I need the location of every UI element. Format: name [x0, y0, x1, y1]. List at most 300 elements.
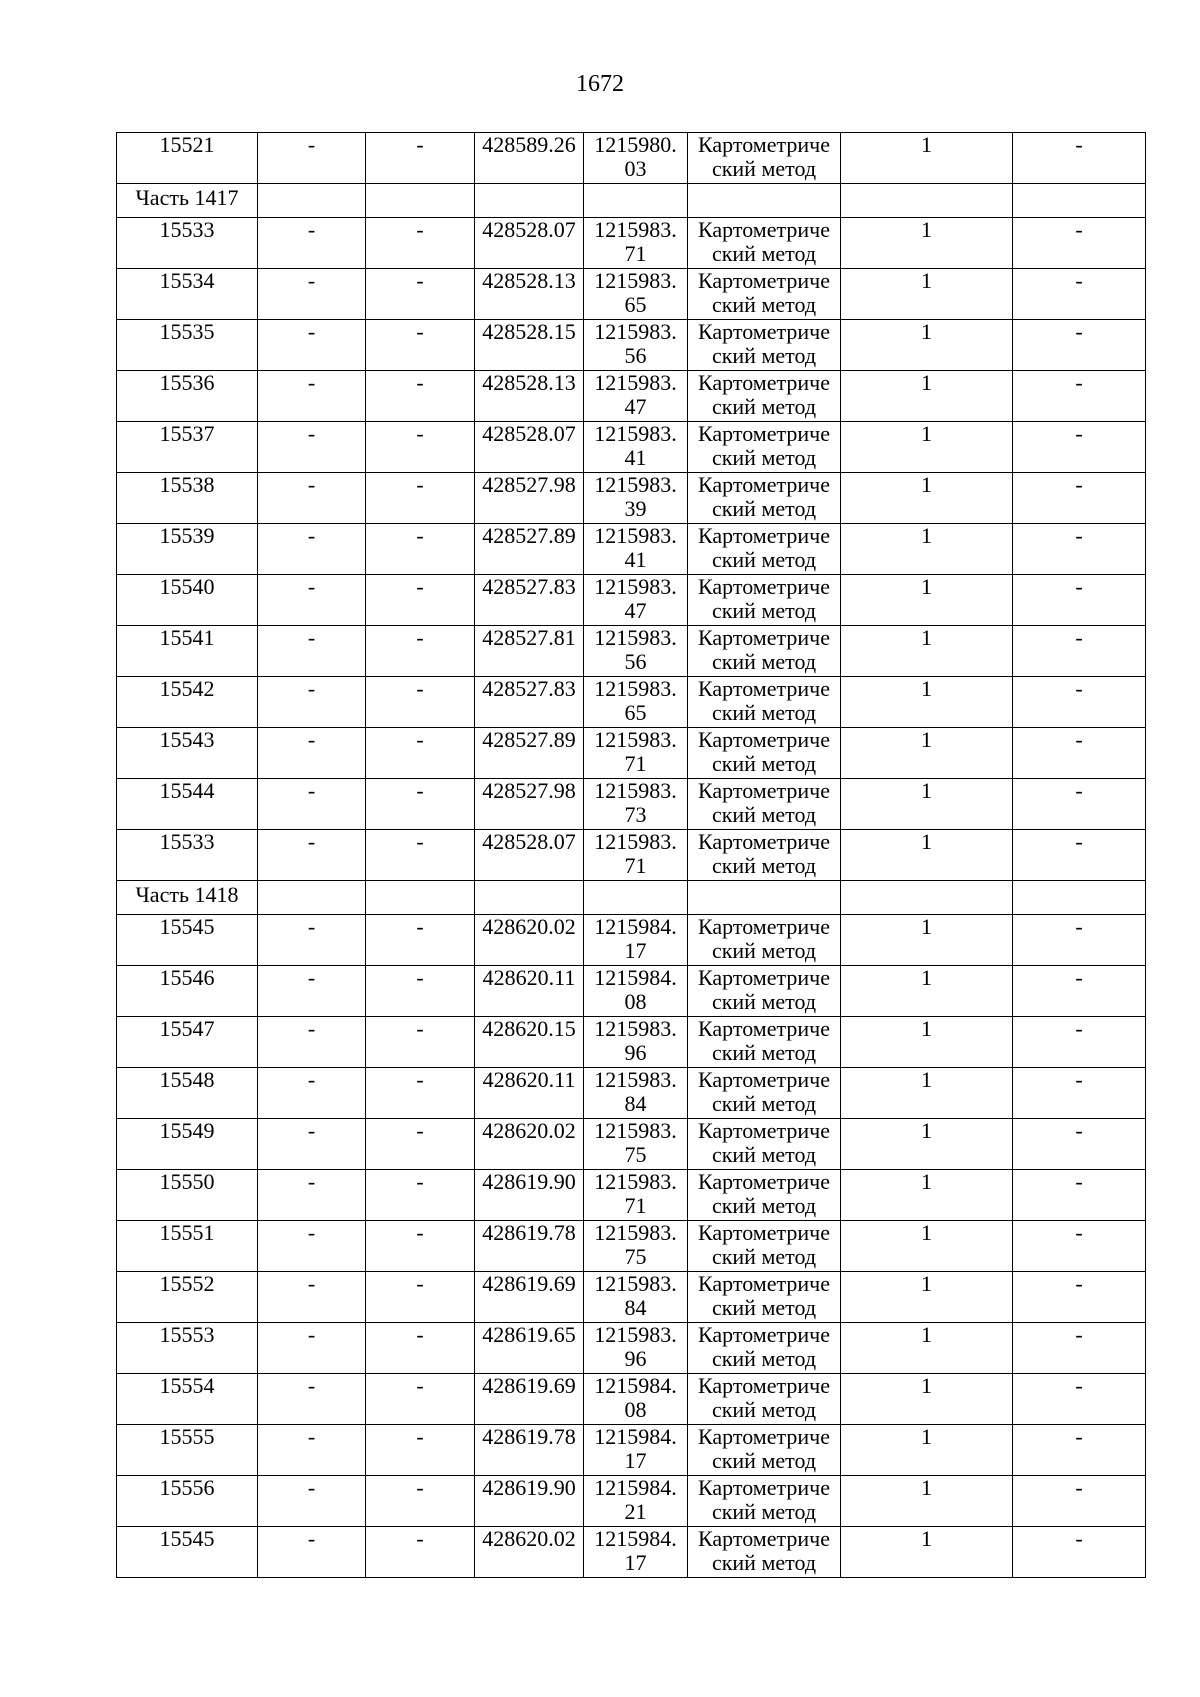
x-coordinate-cell: 428619.65 — [475, 1323, 584, 1374]
last-column-cell: - — [1013, 626, 1146, 677]
x-coordinate-cell: 428527.89 — [475, 524, 584, 575]
last-column-cell: - — [1013, 524, 1146, 575]
section-label: Часть 1418 — [117, 881, 258, 915]
y-coordinate-cell — [584, 966, 688, 1017]
y-coordinate-line-1: 1215984. — [594, 1373, 677, 1398]
y-coordinate-cell — [584, 218, 688, 269]
last-column-cell: - — [1013, 218, 1146, 269]
x-coordinate-cell: 428620.11 — [475, 1068, 584, 1119]
table-row — [117, 728, 1146, 779]
point-number-cell: 15542 — [117, 677, 258, 728]
column-2-cell: - — [258, 1017, 366, 1068]
y-coordinate-line-1: 1215983. — [594, 727, 677, 752]
method-line-2: ский метод — [711, 1550, 817, 1575]
column-3-cell: - — [366, 1170, 475, 1221]
point-number-cell: 15545 — [117, 1527, 258, 1578]
accuracy-cell: 1 — [841, 626, 1013, 677]
empty-cell — [366, 881, 475, 915]
y-coordinate-line-1: 1215983. — [594, 370, 677, 395]
table-row — [117, 1068, 1146, 1119]
method-cell — [688, 830, 841, 881]
y-coordinate-line-2: 84 — [624, 1091, 647, 1116]
method-line-1: Картометриче — [698, 727, 830, 752]
x-coordinate-cell: 428528.07 — [475, 422, 584, 473]
table-row — [117, 779, 1146, 830]
y-coordinate-line-2: 47 — [624, 598, 647, 623]
column-3-cell: - — [366, 1272, 475, 1323]
x-coordinate-cell: 428620.02 — [475, 915, 584, 966]
method-line-1: Картометриче — [698, 421, 830, 446]
column-3-cell: - — [366, 320, 475, 371]
x-coordinate-cell: 428527.98 — [475, 779, 584, 830]
x-coordinate-cell: 428589.26 — [475, 133, 584, 184]
method-cell — [688, 218, 841, 269]
column-2-cell: - — [258, 1323, 366, 1374]
method-line-2: ский метод — [711, 445, 817, 470]
method-line-2: ский метод — [711, 989, 817, 1014]
y-coordinate-cell — [584, 575, 688, 626]
method-cell — [688, 1476, 841, 1527]
point-number-cell: 15551 — [117, 1221, 258, 1272]
column-3-cell: - — [366, 677, 475, 728]
section-header-row — [117, 881, 1146, 915]
y-coordinate-line-1: 1215984. — [594, 1475, 677, 1500]
point-number-cell: 15554 — [117, 1374, 258, 1425]
table-row — [117, 966, 1146, 1017]
method-line-2: ский метод — [711, 1142, 817, 1167]
method-line-1: Картометриче — [698, 370, 830, 395]
table-row — [117, 626, 1146, 677]
y-coordinate-line-1: 1215983. — [594, 778, 677, 803]
column-3-cell: - — [366, 473, 475, 524]
method-line-2: ский метод — [711, 156, 817, 181]
point-number-cell: 15539 — [117, 524, 258, 575]
coordinates-table-body — [117, 133, 1146, 1578]
last-column-cell: - — [1013, 1221, 1146, 1272]
method-line-1: Картометриче — [698, 1118, 830, 1143]
point-number-cell: 15552 — [117, 1272, 258, 1323]
last-column-cell: - — [1013, 1119, 1146, 1170]
accuracy-cell: 1 — [841, 1170, 1013, 1221]
last-column-cell: - — [1013, 371, 1146, 422]
table-row — [117, 830, 1146, 881]
last-column-cell: - — [1013, 1170, 1146, 1221]
empty-cell — [1013, 184, 1146, 218]
point-number-cell: 15533 — [117, 830, 258, 881]
column-3-cell: - — [366, 626, 475, 677]
method-cell — [688, 966, 841, 1017]
table-row — [117, 1272, 1146, 1323]
y-coordinate-line-2: 75 — [624, 1244, 647, 1269]
column-3-cell: - — [366, 1374, 475, 1425]
y-coordinate-line-2: 84 — [624, 1295, 647, 1320]
table-row — [117, 677, 1146, 728]
accuracy-cell: 1 — [841, 966, 1013, 1017]
column-2-cell: - — [258, 269, 366, 320]
column-2-cell: - — [258, 575, 366, 626]
column-3-cell: - — [366, 779, 475, 830]
method-line-2: ский метод — [711, 1040, 817, 1065]
column-2-cell: - — [258, 524, 366, 575]
y-coordinate-line-2: 47 — [624, 394, 647, 419]
column-3-cell: - — [366, 133, 475, 184]
y-coordinate-cell — [584, 1068, 688, 1119]
column-3-cell: - — [366, 830, 475, 881]
method-cell — [688, 269, 841, 320]
y-coordinate-line-1: 1215983. — [594, 523, 677, 548]
y-coordinate-line-1: 1215983. — [594, 1271, 677, 1296]
x-coordinate-cell: 428620.15 — [475, 1017, 584, 1068]
method-line-2: ский метод — [711, 700, 817, 725]
accuracy-cell: 1 — [841, 830, 1013, 881]
table-row — [117, 1323, 1146, 1374]
table-row — [117, 1017, 1146, 1068]
column-2-cell: - — [258, 626, 366, 677]
method-line-2: ский метод — [711, 1091, 817, 1116]
y-coordinate-line-2: 65 — [624, 292, 647, 317]
y-coordinate-line-1: 1215983. — [594, 1118, 677, 1143]
accuracy-cell: 1 — [841, 1476, 1013, 1527]
method-line-2: ский метод — [711, 343, 817, 368]
last-column-cell: - — [1013, 1425, 1146, 1476]
method-cell — [688, 1374, 841, 1425]
point-number-cell: 15553 — [117, 1323, 258, 1374]
empty-cell — [258, 184, 366, 218]
accuracy-cell: 1 — [841, 218, 1013, 269]
method-cell — [688, 1170, 841, 1221]
method-line-2: ский метод — [711, 1295, 817, 1320]
x-coordinate-cell: 428528.07 — [475, 830, 584, 881]
x-coordinate-cell: 428528.07 — [475, 218, 584, 269]
method-cell — [688, 1119, 841, 1170]
method-line-1: Картометриче — [698, 1526, 830, 1551]
method-line-1: Картометриче — [698, 472, 830, 497]
section-header-row — [117, 184, 1146, 218]
table-row — [117, 422, 1146, 473]
last-column-cell: - — [1013, 830, 1146, 881]
column-3-cell: - — [366, 1119, 475, 1170]
page-number: 1672 — [576, 71, 624, 97]
column-2-cell: - — [258, 1119, 366, 1170]
method-cell — [688, 371, 841, 422]
x-coordinate-cell: 428527.83 — [475, 575, 584, 626]
column-3-cell: - — [366, 1017, 475, 1068]
column-2-cell: - — [258, 1170, 366, 1221]
last-column-cell: - — [1013, 473, 1146, 524]
coordinates-table — [116, 132, 1146, 1578]
accuracy-cell: 1 — [841, 1221, 1013, 1272]
y-coordinate-cell — [584, 1374, 688, 1425]
y-coordinate-line-1: 1215984. — [594, 1526, 677, 1551]
method-line-1: Картометриче — [698, 1271, 830, 1296]
y-coordinate-line-2: 71 — [624, 751, 647, 776]
point-number-cell: 15550 — [117, 1170, 258, 1221]
accuracy-cell: 1 — [841, 915, 1013, 966]
y-coordinate-line-2: 39 — [624, 496, 647, 521]
y-coordinate-line-1: 1215983. — [594, 319, 677, 344]
x-coordinate-cell: 428527.89 — [475, 728, 584, 779]
accuracy-cell: 1 — [841, 524, 1013, 575]
last-column-cell: - — [1013, 269, 1146, 320]
last-column-cell: - — [1013, 1017, 1146, 1068]
y-coordinate-line-1: 1215983. — [594, 1322, 677, 1347]
method-cell — [688, 1323, 841, 1374]
method-line-2: ский метод — [711, 241, 817, 266]
y-coordinate-line-2: 17 — [624, 1448, 647, 1473]
x-coordinate-cell: 428620.11 — [475, 966, 584, 1017]
table-row — [117, 1476, 1146, 1527]
y-coordinate-line-2: 71 — [624, 241, 647, 266]
accuracy-cell: 1 — [841, 575, 1013, 626]
y-coordinate-line-1: 1215983. — [594, 472, 677, 497]
y-coordinate-cell — [584, 320, 688, 371]
y-coordinate-line-1: 1215984. — [594, 965, 677, 990]
method-cell — [688, 575, 841, 626]
method-line-1: Картометриче — [698, 1067, 830, 1092]
y-coordinate-cell — [584, 1476, 688, 1527]
last-column-cell: - — [1013, 133, 1146, 184]
accuracy-cell: 1 — [841, 1272, 1013, 1323]
table-row — [117, 1119, 1146, 1170]
column-3-cell: - — [366, 728, 475, 779]
x-coordinate-cell: 428620.02 — [475, 1527, 584, 1578]
x-coordinate-cell: 428527.83 — [475, 677, 584, 728]
empty-cell — [688, 184, 841, 218]
point-number-cell: 15544 — [117, 779, 258, 830]
method-line-1: Картометриче — [698, 914, 830, 939]
method-line-1: Картометриче — [698, 1424, 830, 1449]
point-number-cell: 15546 — [117, 966, 258, 1017]
method-line-2: ский метод — [711, 751, 817, 776]
column-2-cell: - — [258, 1221, 366, 1272]
y-coordinate-cell — [584, 1221, 688, 1272]
y-coordinate-cell — [584, 1425, 688, 1476]
method-cell — [688, 677, 841, 728]
point-number-cell: 15521 — [117, 133, 258, 184]
table-row — [117, 1425, 1146, 1476]
column-2-cell: - — [258, 915, 366, 966]
table-row — [117, 915, 1146, 966]
method-line-1: Картометриче — [698, 1220, 830, 1245]
accuracy-cell: 1 — [841, 133, 1013, 184]
method-cell — [688, 1527, 841, 1578]
y-coordinate-cell — [584, 1527, 688, 1578]
method-line-1: Картометриче — [698, 1373, 830, 1398]
method-line-2: ский метод — [711, 1499, 817, 1524]
y-coordinate-line-1: 1215983. — [594, 1220, 677, 1245]
y-coordinate-line-2: 75 — [624, 1142, 647, 1167]
column-3-cell: - — [366, 1425, 475, 1476]
table-row — [117, 371, 1146, 422]
method-line-2: ский метод — [711, 802, 817, 827]
method-line-1: Картометриче — [698, 319, 830, 344]
method-line-1: Картометриче — [698, 132, 830, 157]
last-column-cell: - — [1013, 677, 1146, 728]
y-coordinate-line-1: 1215984. — [594, 1424, 677, 1449]
method-line-1: Картометриче — [698, 523, 830, 548]
method-line-1: Картометриче — [698, 1016, 830, 1041]
empty-cell — [258, 881, 366, 915]
method-line-2: ский метод — [711, 547, 817, 572]
method-line-1: Картометриче — [698, 574, 830, 599]
y-coordinate-line-1: 1215983. — [594, 1067, 677, 1092]
method-line-2: ский метод — [711, 1346, 817, 1371]
column-2-cell: - — [258, 1374, 366, 1425]
last-column-cell: - — [1013, 779, 1146, 830]
y-coordinate-line-1: 1215983. — [594, 1016, 677, 1041]
y-coordinate-line-1: 1215984. — [594, 914, 677, 939]
table-row — [117, 218, 1146, 269]
column-3-cell: - — [366, 269, 475, 320]
column-2-cell: - — [258, 320, 366, 371]
accuracy-cell: 1 — [841, 371, 1013, 422]
x-coordinate-cell: 428619.69 — [475, 1374, 584, 1425]
column-2-cell: - — [258, 779, 366, 830]
point-number-cell: 15536 — [117, 371, 258, 422]
y-coordinate-line-2: 17 — [624, 1550, 647, 1575]
y-coordinate-line-1: 1215983. — [594, 574, 677, 599]
accuracy-cell: 1 — [841, 779, 1013, 830]
point-number-cell: 15543 — [117, 728, 258, 779]
method-line-1: Картометриче — [698, 625, 830, 650]
method-line-2: ский метод — [711, 1448, 817, 1473]
y-coordinate-line-2: 65 — [624, 700, 647, 725]
y-coordinate-cell — [584, 779, 688, 830]
y-coordinate-line-2: 03 — [624, 156, 647, 181]
method-line-1: Картометриче — [698, 1322, 830, 1347]
y-coordinate-line-2: 08 — [624, 989, 647, 1014]
empty-cell — [475, 184, 584, 218]
x-coordinate-cell: 428619.78 — [475, 1221, 584, 1272]
accuracy-cell: 1 — [841, 422, 1013, 473]
column-3-cell: - — [366, 1221, 475, 1272]
accuracy-cell: 1 — [841, 269, 1013, 320]
accuracy-cell: 1 — [841, 677, 1013, 728]
column-3-cell: - — [366, 966, 475, 1017]
accuracy-cell: 1 — [841, 1017, 1013, 1068]
y-coordinate-cell — [584, 1272, 688, 1323]
accuracy-cell: 1 — [841, 1068, 1013, 1119]
y-coordinate-line-2: 41 — [624, 445, 647, 470]
method-cell — [688, 422, 841, 473]
y-coordinate-line-2: 73 — [624, 802, 647, 827]
table-row — [117, 1527, 1146, 1578]
point-number-cell: 15538 — [117, 473, 258, 524]
method-line-2: ский метод — [711, 394, 817, 419]
method-cell — [688, 915, 841, 966]
y-coordinate-line-2: 71 — [624, 853, 647, 878]
point-number-cell: 15556 — [117, 1476, 258, 1527]
table-row — [117, 1170, 1146, 1221]
last-column-cell: - — [1013, 728, 1146, 779]
table-row — [117, 320, 1146, 371]
column-2-cell: - — [258, 133, 366, 184]
y-coordinate-cell — [584, 1017, 688, 1068]
x-coordinate-cell: 428527.81 — [475, 626, 584, 677]
method-cell — [688, 1425, 841, 1476]
accuracy-cell: 1 — [841, 1374, 1013, 1425]
last-column-cell: - — [1013, 320, 1146, 371]
method-cell — [688, 320, 841, 371]
method-line-1: Картометриче — [698, 965, 830, 990]
method-line-2: ский метод — [711, 598, 817, 623]
y-coordinate-cell — [584, 133, 688, 184]
method-cell — [688, 1017, 841, 1068]
x-coordinate-cell: 428528.13 — [475, 269, 584, 320]
column-2-cell: - — [258, 830, 366, 881]
y-coordinate-line-1: 1215983. — [594, 217, 677, 242]
last-column-cell: - — [1013, 1527, 1146, 1578]
accuracy-cell: 1 — [841, 320, 1013, 371]
column-2-cell: - — [258, 371, 366, 422]
column-3-cell: - — [366, 218, 475, 269]
accuracy-cell: 1 — [841, 728, 1013, 779]
point-number-cell: 15540 — [117, 575, 258, 626]
y-coordinate-cell — [584, 1323, 688, 1374]
y-coordinate-line-1: 1215983. — [594, 1169, 677, 1194]
method-line-2: ский метод — [711, 1397, 817, 1422]
column-2-cell: - — [258, 1476, 366, 1527]
y-coordinate-line-2: 96 — [624, 1040, 647, 1065]
column-3-cell: - — [366, 422, 475, 473]
column-3-cell: - — [366, 575, 475, 626]
y-coordinate-line-2: 17 — [624, 938, 647, 963]
x-coordinate-cell: 428619.78 — [475, 1425, 584, 1476]
method-cell — [688, 626, 841, 677]
empty-cell — [841, 184, 1013, 218]
empty-cell — [584, 881, 688, 915]
x-coordinate-cell: 428527.98 — [475, 473, 584, 524]
section-label: Часть 1417 — [117, 184, 258, 218]
method-line-2: ский метод — [711, 938, 817, 963]
y-coordinate-line-1: 1215983. — [594, 829, 677, 854]
last-column-cell: - — [1013, 1068, 1146, 1119]
y-coordinate-line-2: 21 — [624, 1499, 647, 1524]
x-coordinate-cell: 428528.15 — [475, 320, 584, 371]
method-cell — [688, 473, 841, 524]
column-2-cell: - — [258, 677, 366, 728]
y-coordinate-line-1: 1215980. — [594, 132, 677, 157]
y-coordinate-cell — [584, 915, 688, 966]
method-line-1: Картометриче — [698, 1475, 830, 1500]
y-coordinate-cell — [584, 677, 688, 728]
point-number-cell: 15537 — [117, 422, 258, 473]
y-coordinate-line-2: 41 — [624, 547, 647, 572]
method-line-1: Картометриче — [698, 268, 830, 293]
y-coordinate-cell — [584, 371, 688, 422]
y-coordinate-cell — [584, 1170, 688, 1221]
last-column-cell: - — [1013, 915, 1146, 966]
y-coordinate-line-1: 1215983. — [594, 268, 677, 293]
y-coordinate-cell — [584, 473, 688, 524]
empty-cell — [841, 881, 1013, 915]
method-line-1: Картометриче — [698, 829, 830, 854]
y-coordinate-line-2: 08 — [624, 1397, 647, 1422]
point-number-cell: 15549 — [117, 1119, 258, 1170]
point-number-cell: 15555 — [117, 1425, 258, 1476]
column-2-cell: - — [258, 728, 366, 779]
y-coordinate-cell — [584, 626, 688, 677]
point-number-cell: 15547 — [117, 1017, 258, 1068]
x-coordinate-cell: 428620.02 — [475, 1119, 584, 1170]
table-row — [117, 1374, 1146, 1425]
method-cell — [688, 728, 841, 779]
method-cell — [688, 1272, 841, 1323]
point-number-cell: 15535 — [117, 320, 258, 371]
column-2-cell: - — [258, 218, 366, 269]
table-row — [117, 473, 1146, 524]
last-column-cell: - — [1013, 1476, 1146, 1527]
